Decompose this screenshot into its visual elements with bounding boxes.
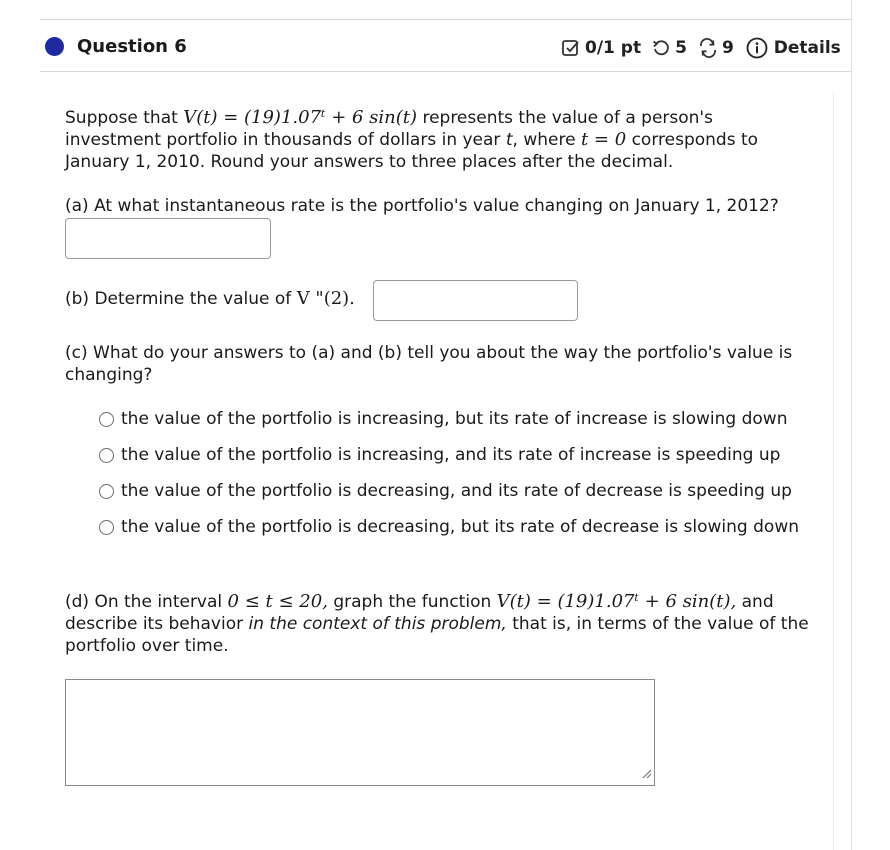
radio-button[interactable] xyxy=(99,412,114,427)
part-c-text: (c) What do your answers to (a) and (b) tell you about the way the portfolio's value is xyxy=(65,343,793,363)
intro-text: represents the value of a person's xyxy=(417,108,713,128)
top-divider xyxy=(40,19,851,20)
question-status-dot-icon xyxy=(45,37,64,56)
option-label: the value of the portfolio is increasing, but its rate of increase is slowing down xyxy=(121,409,788,429)
function-formula: V(t) = (19)1.07ᵗ + 6 sin(t) xyxy=(183,107,418,128)
page-edge xyxy=(851,0,852,850)
option-4[interactable] xyxy=(99,517,799,537)
intro-text: Suppose that xyxy=(65,108,184,128)
option-label: the value of the portfolio is decreasing, and its rate of decrease is speeding up xyxy=(121,481,792,501)
header-divider xyxy=(40,71,851,72)
resize-handle-icon[interactable] xyxy=(640,764,652,783)
intro-text: corresponds to xyxy=(626,130,759,150)
part-b-text: (b) Determine the value of xyxy=(65,289,297,309)
part-d-emphasis: in the context of this problem, xyxy=(248,614,507,634)
attempts-icon xyxy=(697,38,719,58)
function-formula: V(t) = (19)1.07ᵗ + 6 sin(t), xyxy=(496,591,737,612)
part-a-prompt: (a) At what instantaneous rate is the portfolio's value changing on January 1, 2012? xyxy=(65,196,779,216)
part-d-answer-textarea[interactable] xyxy=(65,679,655,786)
retry-icon xyxy=(651,38,671,58)
part-d-text: that is, in terms of the value of the xyxy=(506,614,809,634)
intro-text: January 1, 2010. Round your answers to three places after the decimal. xyxy=(65,152,674,172)
part-d-text: describe its behavior xyxy=(65,614,249,634)
part-d-text: portfolio over time. xyxy=(65,636,229,656)
part-b-answer-input[interactable] xyxy=(373,280,578,321)
part-c-prompt xyxy=(65,342,792,386)
details-label: Details xyxy=(773,38,841,58)
retries-count: 5 xyxy=(675,38,687,58)
intro-paragraph xyxy=(65,107,758,173)
radio-button[interactable] xyxy=(99,448,114,463)
variable-t: t xyxy=(505,130,513,150)
score-text: 0/1 pt xyxy=(585,38,642,58)
info-icon xyxy=(746,37,768,59)
details-button[interactable] xyxy=(746,37,841,59)
option-label: the value of the portfolio is decreasing, but its rate of decrease is slowing down xyxy=(121,517,799,537)
intro-text: , where xyxy=(512,130,581,150)
part-b-prompt xyxy=(65,288,355,310)
option-2[interactable] xyxy=(99,445,780,465)
interval-formula: 0 ≤ t ≤ 20, xyxy=(227,591,328,612)
part-d-text: and xyxy=(736,592,774,612)
option-3[interactable] xyxy=(99,481,792,501)
part-b-formula: V "(2). xyxy=(296,288,355,309)
part-c-text: changing? xyxy=(65,365,153,385)
option-1[interactable] xyxy=(99,409,788,429)
scroll-edge xyxy=(833,92,834,850)
intro-text: investment portfolio in thousands of dollars in year xyxy=(65,130,506,150)
option-label: the value of the portfolio is increasing, and its rate of increase is speeding up xyxy=(121,445,781,465)
part-d-prompt xyxy=(65,591,809,657)
checkbox-check-icon xyxy=(561,38,581,58)
part-d-text: graph the function xyxy=(327,592,497,612)
radio-button[interactable] xyxy=(99,484,114,499)
radio-button[interactable] xyxy=(99,520,114,535)
attempts-count: 9 xyxy=(721,38,734,58)
part-d-text: (d) On the interval xyxy=(65,592,228,612)
question-meta xyxy=(561,36,841,60)
t-zero-formula: t = 0 xyxy=(580,129,627,150)
part-a-answer-input[interactable] xyxy=(65,218,271,259)
question-title: Question 6 xyxy=(77,36,187,57)
